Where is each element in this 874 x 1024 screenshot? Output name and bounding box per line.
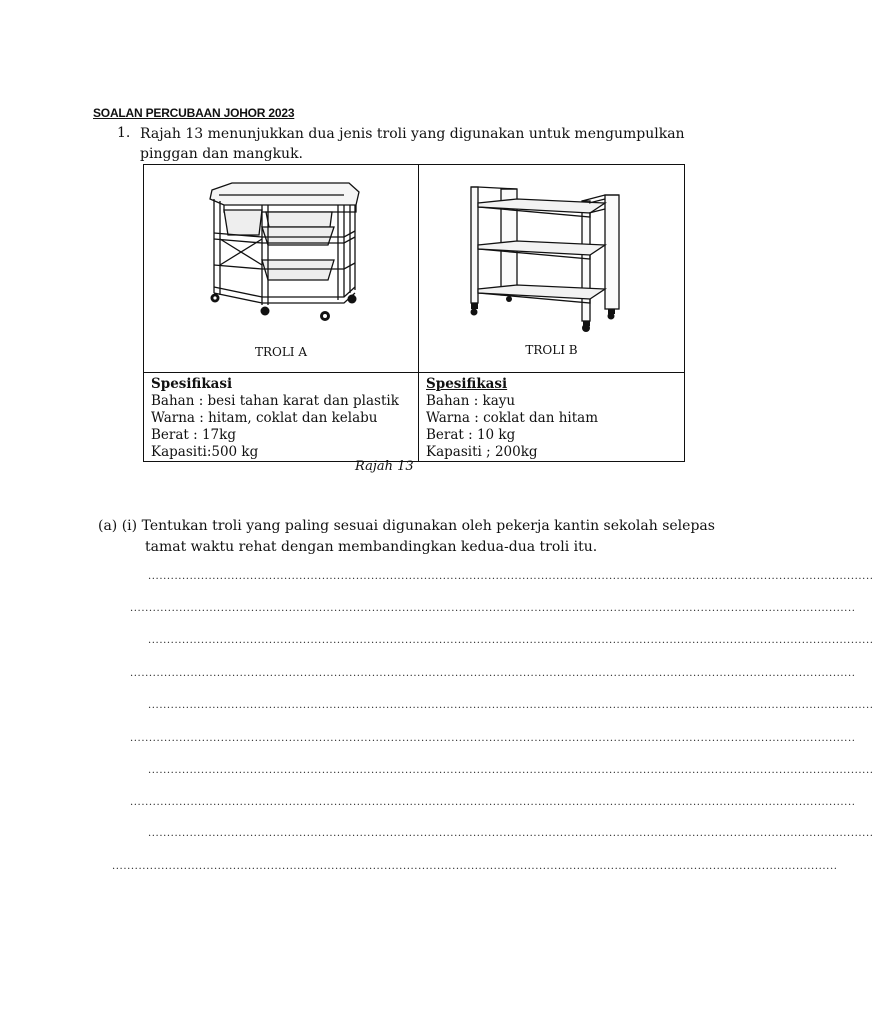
question-number: 1. [117,125,131,141]
trolley-a-spec-material: Bahan : besi tahan karat dan plastik [151,393,399,409]
answer-line[interactable]: ................................................................................................................................................................................................ [148,700,874,711]
answer-line[interactable]: ................................................................................................................................................................................................ [130,797,856,808]
trolley-b-illustration [419,165,684,368]
answer-line[interactable]: ................................................................................................................................................................................................ [130,733,856,744]
trolley-a-label: TROLI A [254,345,308,359]
trolley-b-spec-material: Bahan : kayu [426,393,516,409]
trolley-a-spec-weight: Berat : 17kg [151,427,236,443]
trolley-b-specs [419,373,685,462]
answer-line[interactable]: ................................................................................................................................................................................................ [148,635,874,646]
exam-header: SOALAN PERCUBAAN JOHOR 2023 [93,106,295,120]
trolley-b-spec-weight: Berat : 10 kg [426,427,516,443]
figure-caption: Rajah 13 [355,459,414,474]
trolley-b-label: TROLI B [525,343,578,357]
part-a-question [98,516,718,558]
trolley-a-spec-title: Spesifikasi [151,376,233,392]
trolley-b-spec-color: Warna : coklat dan hitam [426,410,598,426]
trolley-b-spec-title: Spesifikasi [426,376,508,392]
trolley-a-illustration [144,165,418,368]
answer-line[interactable]: ................................................................................................................................................................................................ [148,828,874,839]
answer-line[interactable]: ................................................................................................................................................................................................ [130,668,856,679]
answer-line[interactable]: ................................................................................................................................................................................................ [148,765,874,776]
question-text: Rajah 13 menunjukkan dua jenis troli yang digunakan untuk mengumpulkan pinggan dan mangkuk. [140,126,685,162]
answer-line[interactable]: ................................................................................................................................................................................................ [112,861,838,872]
answer-line[interactable]: ................................................................................................................................................................................................ [130,603,856,614]
trolley-a-spec-capacity: Kapasiti:500 kg [151,444,259,460]
part-a-line-2: tamat waktu rehat dengan membandingkan kedua-dua troli itu. [145,539,598,555]
answer-line[interactable]: ................................................................................................................................................................................................ [148,571,874,582]
trolley-comparison-table [143,164,685,462]
trolley-b-image-cell [419,165,685,373]
trolley-b-spec-capacity: Kapasiti ; 200kg [426,444,538,460]
trolley-a-specs [144,373,419,462]
part-a-line-1: (a) (i) Tentukan troli yang paling sesuai digunakan oleh pekerja kantin sekolah selepas [98,518,715,534]
trolley-a-image-cell [144,165,419,373]
trolley-a-spec-color: Warna : hitam, coklat dan kelabu [151,410,378,426]
